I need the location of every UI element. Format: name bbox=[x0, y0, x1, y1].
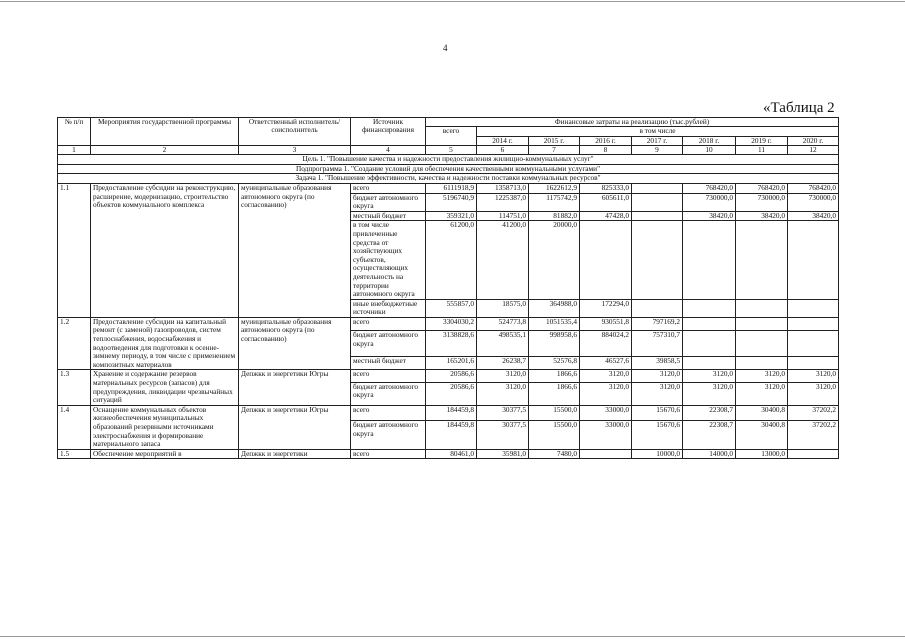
header-year: 2018 г. bbox=[683, 136, 736, 145]
column-number: 8 bbox=[580, 145, 632, 154]
value-year: 3120,0 bbox=[477, 370, 529, 382]
value-year bbox=[683, 221, 736, 299]
value-year: 15670,6 bbox=[632, 405, 683, 420]
header-year: 2014 г. bbox=[477, 136, 529, 145]
value-year: 30400,8 bbox=[736, 405, 788, 420]
row-number: 1.3 bbox=[58, 370, 91, 405]
column-number: 10 bbox=[683, 145, 736, 154]
value-year bbox=[788, 449, 839, 459]
table-row bbox=[58, 317, 839, 330]
value-year: 10000,0 bbox=[632, 449, 683, 459]
value-year: 757310,7 bbox=[632, 331, 683, 357]
column-number: 6 bbox=[477, 145, 529, 154]
value-year: 37202,2 bbox=[788, 405, 839, 420]
event-name: Обеспечение мероприятий в bbox=[91, 449, 239, 459]
value-year bbox=[788, 299, 839, 317]
executor-name: муниципальные образования автономного округа (по согласованию) bbox=[239, 317, 351, 370]
value-year: 15670,6 bbox=[632, 420, 683, 449]
header-event: Мероприятия государственной программы bbox=[91, 118, 239, 146]
value-total: 3138828,6 bbox=[426, 331, 477, 357]
value-year bbox=[580, 221, 632, 299]
value-year: 1225387,0 bbox=[477, 193, 529, 211]
value-year: 1866,6 bbox=[529, 382, 580, 405]
value-year: 1866,6 bbox=[529, 370, 580, 382]
row-number: 1.1 bbox=[58, 183, 91, 317]
funding-source: всего bbox=[351, 405, 426, 420]
value-year bbox=[736, 221, 788, 299]
value-year: 730000,0 bbox=[736, 193, 788, 211]
value-year: 730000,0 bbox=[788, 193, 839, 211]
value-year: 15500,0 bbox=[529, 420, 580, 449]
value-total: 3304030,2 bbox=[426, 317, 477, 330]
value-year: 30377,5 bbox=[477, 405, 529, 420]
value-year: 52576,8 bbox=[529, 356, 580, 370]
header-including: в том числе bbox=[477, 127, 839, 136]
value-year: 930551,8 bbox=[580, 317, 632, 330]
column-number: 3 bbox=[239, 145, 351, 154]
header-costs: Финансовые затраты на реализацию (тыс.рублей) bbox=[426, 118, 839, 127]
value-year: 39858,5 bbox=[632, 356, 683, 370]
scan-edge-top bbox=[0, 1, 905, 2]
value-year: 364988,0 bbox=[529, 299, 580, 317]
column-number: 9 bbox=[632, 145, 683, 154]
goal-row: Цель 1. "Повышение качества и надежности предоставления жилищно-коммунальных услуг" bbox=[58, 155, 839, 165]
funding-source: бюджет автономного округа bbox=[351, 420, 426, 449]
row-number: 1.5 bbox=[58, 449, 91, 459]
value-year: 1175742,9 bbox=[529, 193, 580, 211]
column-number: 1 bbox=[58, 145, 91, 154]
value-year: 47428,0 bbox=[580, 211, 632, 221]
value-total: 359321,0 bbox=[426, 211, 477, 221]
value-year bbox=[788, 331, 839, 357]
value-year: 498535,1 bbox=[477, 331, 529, 357]
value-year: 30400,8 bbox=[736, 420, 788, 449]
value-total: 20586,6 bbox=[426, 382, 477, 405]
value-year: 3120,0 bbox=[632, 370, 683, 382]
task-row: Задача 1. "Повышение эффективности, качества и надежности поставки коммунальных ресурсов" bbox=[58, 174, 839, 184]
event-name: Предоставление субсидии на реконструкцию, расширение, модернизацию, строительство объектов коммунального комплекса bbox=[91, 183, 239, 317]
scan-edge-bottom bbox=[0, 636, 905, 637]
header-no: № п/п bbox=[58, 118, 91, 146]
value-year: 46527,6 bbox=[580, 356, 632, 370]
row-number: 1.2 bbox=[58, 317, 91, 370]
value-year: 114751,0 bbox=[477, 211, 529, 221]
header-total: всего bbox=[426, 127, 477, 146]
value-total: 61200,0 bbox=[426, 221, 477, 299]
value-year bbox=[788, 317, 839, 330]
value-total: 80461,0 bbox=[426, 449, 477, 459]
value-year: 3120,0 bbox=[788, 370, 839, 382]
value-year: 26238,7 bbox=[477, 356, 529, 370]
value-year: 884024,2 bbox=[580, 331, 632, 357]
value-total: 165201,6 bbox=[426, 356, 477, 370]
value-year: 3120,0 bbox=[683, 382, 736, 405]
value-year: 14000,0 bbox=[683, 449, 736, 459]
funding-source: всего bbox=[351, 317, 426, 330]
value-year: 33000,0 bbox=[580, 405, 632, 420]
executor-name: муниципальные образования автономного округа (по согласованию) bbox=[239, 183, 351, 317]
value-total: 20586,6 bbox=[426, 370, 477, 382]
row-number: 1.4 bbox=[58, 405, 91, 449]
value-year: 7480,0 bbox=[529, 449, 580, 459]
event-name: Предоставление субсидии на капитальный ремонт (с заменой) газопроводов, систем теплоснабжения, водоснабжения и водоотведения для подготовки к осенне-зимнему периоду, в том числе с применением композитных материалов bbox=[91, 317, 239, 370]
value-year: 998958,6 bbox=[529, 331, 580, 357]
value-year: 3120,0 bbox=[580, 370, 632, 382]
value-year: 730000,0 bbox=[683, 193, 736, 211]
header-year: 2017 г. bbox=[632, 136, 683, 145]
value-year: 797169,2 bbox=[632, 317, 683, 330]
subprogram-row: Подпрограмма 1. "Создание условий для обеспечения качественными коммунальными услугами" bbox=[58, 164, 839, 174]
value-year: 605611,0 bbox=[580, 193, 632, 211]
value-year bbox=[788, 356, 839, 370]
funding-source: бюджет автономного округа bbox=[351, 331, 426, 357]
value-total: 555857,0 bbox=[426, 299, 477, 317]
value-year bbox=[736, 356, 788, 370]
value-total: 184459,8 bbox=[426, 420, 477, 449]
value-year: 3120,0 bbox=[580, 382, 632, 405]
executor-name: Депжкк и энергетики bbox=[239, 449, 351, 459]
table-header bbox=[58, 118, 839, 155]
funding-source: бюджет автономного округа bbox=[351, 193, 426, 211]
table-row bbox=[58, 183, 839, 193]
value-year: 3120,0 bbox=[683, 370, 736, 382]
table-row bbox=[58, 449, 839, 459]
value-year bbox=[683, 331, 736, 357]
financing-table bbox=[57, 117, 839, 459]
funding-source: местный бюджет bbox=[351, 211, 426, 221]
column-number: 7 bbox=[529, 145, 580, 154]
table-body bbox=[58, 155, 839, 459]
value-year: 3120,0 bbox=[736, 370, 788, 382]
value-year: 22308,7 bbox=[683, 405, 736, 420]
header-year: 2016 г. bbox=[580, 136, 632, 145]
value-year: 38420,0 bbox=[683, 211, 736, 221]
value-year: 3120,0 bbox=[477, 382, 529, 405]
column-number: 5 bbox=[426, 145, 477, 154]
value-year: 13000,0 bbox=[736, 449, 788, 459]
funding-source: всего bbox=[351, 183, 426, 193]
value-year: 20000,0 bbox=[529, 221, 580, 299]
funding-source: местный бюджет bbox=[351, 356, 426, 370]
funding-source: всего bbox=[351, 370, 426, 382]
value-total: 5196740,9 bbox=[426, 193, 477, 211]
column-number: 11 bbox=[736, 145, 788, 154]
value-year bbox=[683, 356, 736, 370]
column-numbers-row bbox=[58, 145, 839, 154]
value-year: 1358713,0 bbox=[477, 183, 529, 193]
value-year: 524773,8 bbox=[477, 317, 529, 330]
value-year bbox=[736, 317, 788, 330]
funding-source: всего bbox=[351, 449, 426, 459]
value-year: 18575,0 bbox=[477, 299, 529, 317]
funding-source: иные внебюджетные источники bbox=[351, 299, 426, 317]
value-total: 6111918,9 bbox=[426, 183, 477, 193]
value-year: 37202,2 bbox=[788, 420, 839, 449]
value-year bbox=[632, 211, 683, 221]
value-year: 3120,0 bbox=[632, 382, 683, 405]
value-year: 825333,0 bbox=[580, 183, 632, 193]
value-year: 3120,0 bbox=[788, 382, 839, 405]
header-year: 2020 г. bbox=[788, 136, 839, 145]
event-name: Оснащение коммунальных объектов жизнеобеспечения муниципальных образований резервными источниками электроснабжения и формирование материального запаса bbox=[91, 405, 239, 449]
value-year bbox=[788, 221, 839, 299]
page-number: 4 bbox=[443, 43, 448, 53]
executor-name: Депжкк и энергетики Югры bbox=[239, 370, 351, 405]
value-year bbox=[632, 221, 683, 299]
funding-source: бюджет автономного округа bbox=[351, 382, 426, 405]
value-year: 35981,0 bbox=[477, 449, 529, 459]
value-year bbox=[683, 317, 736, 330]
value-year: 33000,0 bbox=[580, 420, 632, 449]
table-row bbox=[58, 405, 839, 420]
funding-source: в том числе привлеченные средства от хозяйствующих субъектов, осуществляющих деятельность на территории автономного округа bbox=[351, 221, 426, 299]
value-year: 172294,0 bbox=[580, 299, 632, 317]
value-year: 41200,0 bbox=[477, 221, 529, 299]
event-name: Хранение и содержание резервов материальных ресурсов (запасов) для предупреждения, ликвидации чрезвычайных ситуаций bbox=[91, 370, 239, 405]
value-year: 1622612,9 bbox=[529, 183, 580, 193]
value-year bbox=[683, 299, 736, 317]
value-year bbox=[632, 193, 683, 211]
value-year: 768420,0 bbox=[683, 183, 736, 193]
table-row bbox=[58, 370, 839, 382]
value-year: 768420,0 bbox=[788, 183, 839, 193]
value-year: 38420,0 bbox=[788, 211, 839, 221]
value-year bbox=[736, 331, 788, 357]
value-year bbox=[632, 299, 683, 317]
value-year bbox=[632, 183, 683, 193]
value-year: 15500,0 bbox=[529, 405, 580, 420]
value-year: 81882,0 bbox=[529, 211, 580, 221]
executor-name: Депжкк и энергетики Югры bbox=[239, 405, 351, 449]
value-total: 184459,8 bbox=[426, 405, 477, 420]
value-year: 768420,0 bbox=[736, 183, 788, 193]
header-year: 2019 г. bbox=[736, 136, 788, 145]
column-number: 2 bbox=[91, 145, 239, 154]
value-year: 3120,0 bbox=[736, 382, 788, 405]
value-year: 38420,0 bbox=[736, 211, 788, 221]
header-executor: Ответственный исполнитель/ соисполнитель bbox=[239, 118, 351, 146]
value-year: 22308,7 bbox=[683, 420, 736, 449]
column-number: 4 bbox=[351, 145, 426, 154]
value-year bbox=[736, 299, 788, 317]
header-source: Источник финансирования bbox=[351, 118, 426, 146]
column-number: 12 bbox=[788, 145, 839, 154]
header-year: 2015 г. bbox=[529, 136, 580, 145]
value-year: 1051535,4 bbox=[529, 317, 580, 330]
value-year: 30377,5 bbox=[477, 420, 529, 449]
value-year bbox=[580, 449, 632, 459]
table-caption: «Таблица 2 bbox=[763, 100, 835, 116]
